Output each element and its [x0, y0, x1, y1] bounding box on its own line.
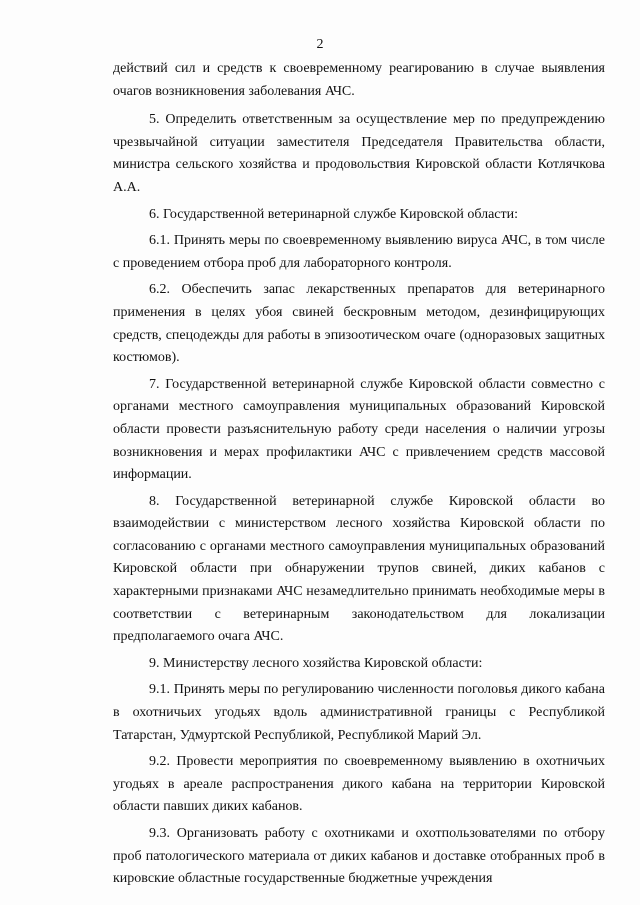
paragraph-5: 5. Определить ответственным за осуществление мер по предупреждению чрезвычайной ситуации заместителя Председателя Правительства области, министра сельского хозяйства и продовольствия Кировской области Котлячкова А.А. [113, 112, 605, 195]
paragraph-7: 7. Государственной ветеринарной службе Кировской области совместно с органами местного самоуправления муниципальных образований Кировской области провести разъяснительную работу среди населения о наличии угрозы возникновения и мерах профилактики АЧС с привлечением средств массовой информации. [113, 376, 605, 483]
paragraph-9: 9. Министерству лесного хозяйства Кировской области: [149, 655, 483, 671]
paragraph-6-2: 6.2. Обеспечить запас лекарственных препаратов для ветеринарного применения в целях убоя свиней бескровным методом, дезинфицирующих средств, спецодежды для работы в эпизоотическом очаге (одноразовых защитных костюмов). [113, 282, 605, 366]
paragraph-9-1: 9.1. Принять меры по регулированию численности поголовья дикого кабана в охотничьих угодьях вдоль административной границы с Республикой Татарстан, Удмуртской Республикой, Республикой Марий Эл. [113, 682, 605, 743]
paragraph-continuation: действий сил и средств к своевременному реагированию в случае выявления очагов возникновения заболевания АЧС. [113, 61, 605, 99]
paragraph-6-1: 6.1. Принять меры по своевременному выявлению вируса АЧС, в том числе с проведением отбора проб для лабораторного контроля. [113, 233, 605, 271]
page-number: 2 [316, 37, 324, 52]
paragraph-6: 6. Государственной ветеринарной службе Кировской области: [149, 206, 519, 222]
paragraph-9-2: 9.2. Провести мероприятия по своевременному выявлению в охотничьих угодьях в ареале распространения дикого кабана на территории Кировской области павших диких кабанов. [113, 754, 605, 815]
document-body [113, 58, 605, 891]
paragraph-8: 8. Государственной ветеринарной службе Кировской области во взаимодействии с министерством лесного хозяйства Кировской области по согласованию с органами местного самоуправления муниципальных образований Кировской области при обнаружении трупов свиней, диких кабанов с характерными признаками АЧС незамедлительно принимать необходимые меры в соответствии с ветеринарным законодательством для локализации предполагаемого очага АЧС. [113, 493, 605, 645]
paragraph-9-3: 9.3. Организовать работу с охотниками и охотпользователями по отбору проб патологического материала от диких кабанов и доставке отобранных проб в кировские областные государственные бюджетные учреждения [113, 826, 605, 887]
